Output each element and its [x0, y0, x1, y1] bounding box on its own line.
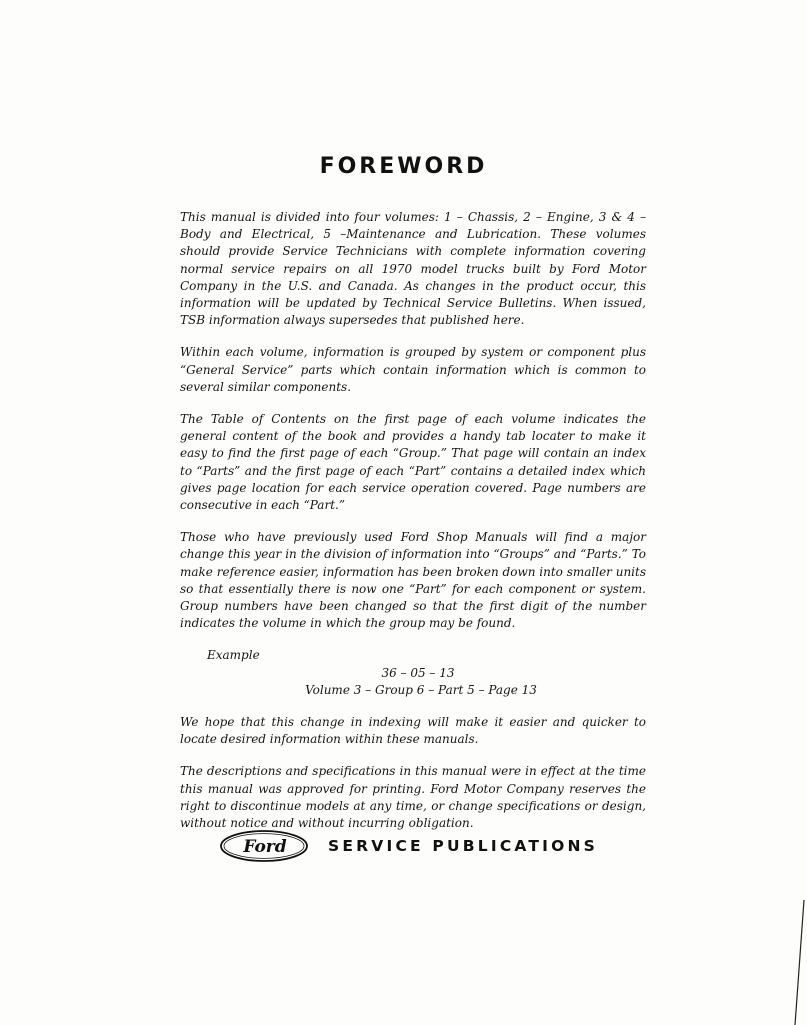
ford-oval-logo-icon	[218, 828, 310, 864]
footer	[218, 826, 598, 866]
example-reference: Volume 3 – Group 6 – Part 5 – Page 13	[305, 682, 537, 697]
paragraph-grouping: Within each volume, information is grouped by system or component plus “General Service” parts which contain information which is common to several similar components.	[180, 345, 646, 394]
footer-service-publications: SERVICE PUBLICATIONS	[328, 837, 599, 855]
example-label: Example	[207, 648, 260, 663]
page-title: FOREWORD	[319, 154, 488, 179]
ford-logo-text: Ford	[243, 837, 287, 857]
example-code: 36 – 05 – 13	[381, 665, 455, 680]
paragraph-volumes: This manual is divided into four volumes: 1 – Chassis, 2 – Engine, 3 & 4 – Body and Electrical, 5 –Maintenance and Lubrication. These volumes should provide Service Technicians with complete information covering normal service repairs on all 1970 model trucks built by Ford Motor Company in the U.S. and Canada. As changes in the product occur, this information will be updated by Technical Service Bulletins. When issued, TSB information always supersedes that published here.	[180, 210, 646, 328]
paragraph-change-notice: Those who have previously used Ford Shop Manuals will find a major change this year in the division of information into “Groups” and “Parts.” To make reference easier, information has been broken down into smaller units so that essentially there is now one “Part” for each component or system. Group numbers have been changed so that the first digit of the number indicates the volume in which the group may be found.	[180, 530, 646, 631]
paragraph-disclaimer: The descriptions and specifications in this manual were in effect at the time this manual was approved for printing. Ford Motor Company reserves the right to discontinue models at any time, or change specifications or design, without notice and without incurring obligation.	[180, 764, 646, 831]
foreword-body	[180, 209, 646, 847]
page-edge-mark	[787, 900, 807, 1025]
paragraph-indexing: We hope that this change in indexing will make it easier and quicker to locate desired information within these manuals.	[180, 715, 646, 747]
paragraph-table-of-contents: The Table of Contents on the first page of each volume indicates the general content of the book and provides a handy tab locater to make it easy to find the first page of each “Group.” That page will contain an index to “Parts” and the first page of each “Part” contains a detailed index which gives page location for each service operation covered. Page numbers are consecutive in each “Part.”	[180, 412, 646, 513]
